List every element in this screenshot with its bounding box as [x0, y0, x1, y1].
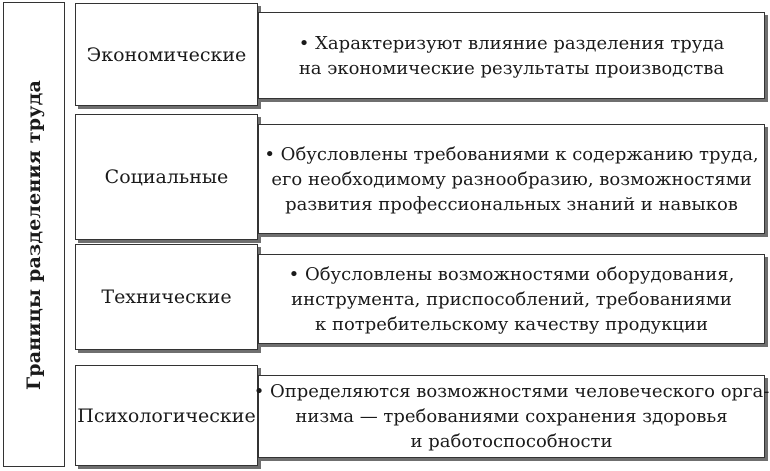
description-line: к потребительскому качеству продукции [315, 313, 708, 335]
description-line: • Обусловлены требованиями к содержанию труда, [264, 143, 759, 165]
description-line: на экономические результаты производства [298, 57, 725, 79]
description-line: низма — требованиями сохранения здоровья [295, 406, 728, 427]
category-box-economic [75, 3, 258, 106]
description-text-psychological [254, 379, 770, 454]
description-box-social [258, 124, 765, 234]
category-label-technical: Технические [101, 286, 232, 308]
description-box-economic [258, 12, 765, 99]
category-box-technical [75, 244, 258, 350]
description-line: • Определяются возможностями человеческого орга- [253, 381, 770, 402]
description-text-economic [299, 31, 724, 81]
description-line: и работоспособности [410, 431, 613, 452]
title-box [3, 2, 65, 467]
description-line: развития профессиональных знаний и навыков [285, 193, 738, 215]
description-text-social [264, 142, 758, 217]
description-box-psychological [253, 375, 770, 458]
category-label-economic: Экономические [86, 43, 247, 66]
description-line: • Обусловлены возможностями оборудования, [288, 263, 735, 285]
category-label-psychological: Психологические [77, 404, 256, 427]
category-label-social: Социальные [104, 166, 229, 188]
category-box-social [75, 114, 258, 240]
description-text-technical [289, 262, 735, 337]
description-box-technical [258, 254, 765, 344]
diagram-title: Границы разделения труда [23, 79, 45, 390]
description-line: его необходимому разнообразию, возможностями [271, 168, 752, 190]
category-box-psychological [75, 365, 258, 466]
description-line: инструмента, приспособлений, требованиями [291, 288, 732, 310]
description-line: • Характеризуют влияние разделения труда [298, 32, 725, 54]
